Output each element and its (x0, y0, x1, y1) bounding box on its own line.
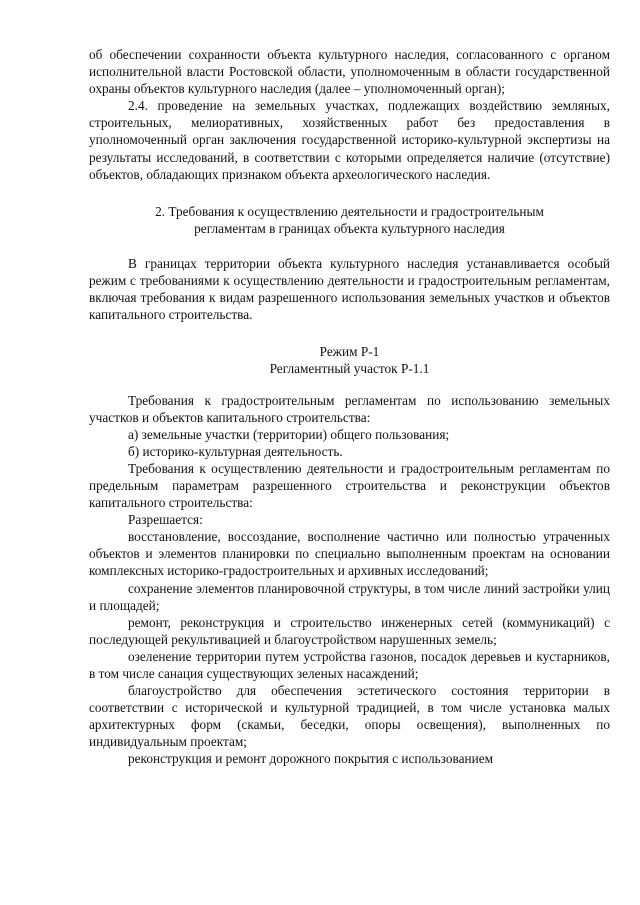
allowed-item-landscaping: озеленение территории путем устройства газонов, посадок деревьев и кустарников, в том числе санация существующих зеленых насаждений; (89, 648, 610, 681)
allowed-item-planning-structure: сохранение элементов планировочной структуры, в том числе линий застройки улиц и площадей; (89, 580, 610, 613)
paragraph-requirements-params: Требования к осуществлению деятельности и градостроительным регламентам по предельным параметрам разрешенного строительства и реконструкции объектов капитального строительства: (89, 460, 610, 511)
list-item-b: б) историко-культурная деятельность. (128, 443, 343, 459)
allowed-item-improvement: благоустройство для обеспечения эстетического состояния территории в соответствии с исторической и культурной традицией, в том числе установка малых архитектурных форм (скамьи, беседки, опоры освещения), выполненных по индивидуальным проектам; (89, 683, 610, 750)
allowed-label: Разрешается: (128, 512, 203, 528)
spacer (89, 378, 610, 392)
paragraph-consent: об обеспечении сохранности объекта культурного наследия, согласованного с органом исполнительной власти Ростовской области, уполномоченным в области государственной охраны объектов культурного наследия (далее – уполномоченный орган); (89, 47, 610, 97)
allowed-item-restoration: восстановление, воссоздание, восполнение частично или полностью утраченных объектов и элементов планировки по специально выполненным проектам на основании комплексных историко-градостроительных и архивных исследований; (89, 529, 610, 579)
spacer (89, 323, 610, 343)
paragraph-requirements-use: Требования к градостроительным регламентам по использованию земельных участков и объектов капитального строительства: (89, 392, 610, 425)
paragraph-regime-intro: В границах территории объекта культурного наследия устанавливается особый режим с требованиями к осуществлению деятельности и градостроительным регламентам, включая требования к видам разрешенного использования земельных участков и объектов капитального строительства. (89, 255, 610, 323)
allowed-item-engineering-networks: ремонт, реконструкция и строительство инженерных сетей (коммуникаций) с последующей рекультивацией и благоустройством нарушенных земель; (89, 614, 610, 647)
paragraph-2-4: 2.4. проведение на земельных участках, подлежащих воздействию земляных, строительных, мелиоративных, хозяйственных работ без предоставления в уполномоченный орган заключения государственной историко-культурной экспертизы на результаты исследований, в соответствии с которыми определяется наличие (отсутствие) объектов, обладающих признаком объекта археологического наследия. (89, 98, 610, 182)
spacer (89, 183, 610, 203)
allowed-item-road-repair: реконструкция и ремонт дорожного покрытия с использованием (128, 751, 494, 767)
regime-subtitle: Регламентный участок Р-1.1 (269, 361, 430, 377)
section-heading: 2. Требования к осуществлению деятельности и градостроительным регламентам в границах объекта культурного наследия (155, 203, 544, 236)
document-page (89, 46, 610, 768)
list-item-a: а) земельные участки (территории) общего пользования; (128, 426, 450, 442)
spacer (89, 237, 610, 255)
regime-title: Режим Р-1 (319, 344, 380, 360)
